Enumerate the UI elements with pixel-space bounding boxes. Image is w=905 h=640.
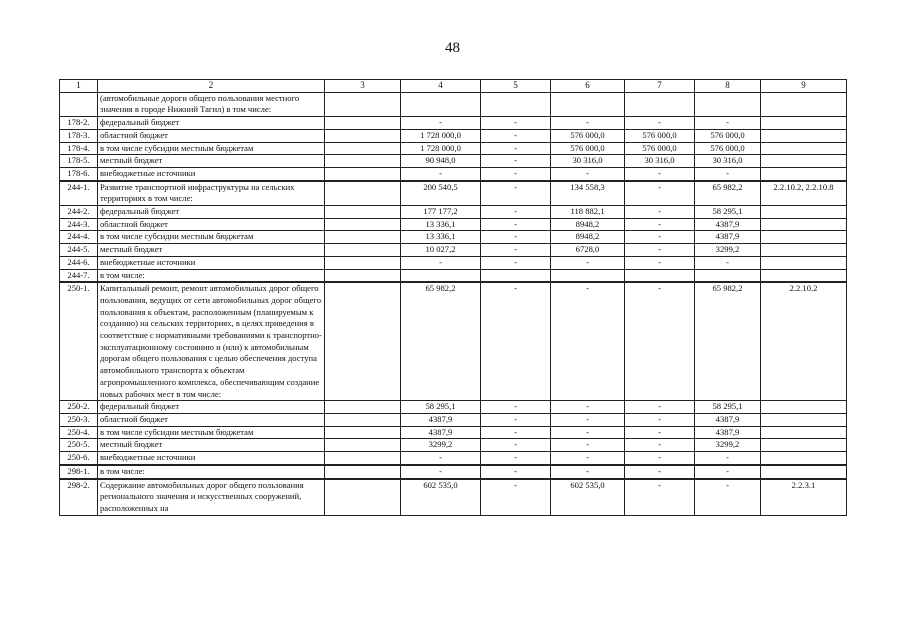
column-7-cell: - [625,401,695,414]
table-row [60,452,847,465]
column-7-cell: - [625,452,695,465]
column-6-cell: - [551,413,625,426]
column-3-cell [325,117,401,130]
description-cell: областной бюджет [98,218,325,231]
column-6-cell: - [551,439,625,452]
column-7-cell: - [625,218,695,231]
row-number-cell: 250-5. [60,439,98,452]
column-3-cell [325,244,401,257]
column-4-cell: 1 728 000,0 [401,142,481,155]
header-cell: 5 [481,80,551,93]
column-3-cell [325,231,401,244]
description-cell: в том числе субсидии местным бюджетам [98,142,325,155]
column-4-cell: 4387,9 [401,413,481,426]
column-8-cell: 576 000,0 [695,142,761,155]
column-8-cell: 4387,9 [695,413,761,426]
column-9-cell: 2.2.3.1 [761,479,847,516]
column-7-cell: - [625,413,695,426]
description-cell: федеральный бюджет [98,401,325,414]
table-row [60,117,847,130]
description-cell: внебюджетные источники [98,167,325,180]
column-9-cell [761,426,847,439]
description-cell: Развитие транспортной инфраструктуры на сельских территориях в том числе: [98,181,325,206]
column-4-cell: 10 027,2 [401,244,481,257]
table-row [60,167,847,180]
column-7-cell: - [625,167,695,180]
column-7-cell: - [625,256,695,269]
column-4-cell [401,92,481,116]
table-row [60,465,847,479]
header-cell: 6 [551,80,625,93]
column-6-cell: 118 882,1 [551,206,625,219]
table-row [60,256,847,269]
table-row [60,92,847,116]
column-4-cell: - [401,465,481,479]
row-number-cell: 244-3. [60,218,98,231]
page-number: 48 [445,40,460,56]
row-number-cell: 250-1. [60,282,98,401]
column-8-cell: 58 295,1 [695,206,761,219]
column-7-cell: 30 316,0 [625,155,695,168]
table-row [60,181,847,206]
column-4-cell: 13 336,1 [401,231,481,244]
column-6-cell: 134 558,3 [551,181,625,206]
column-5-cell: - [481,117,551,130]
column-9-cell [761,401,847,414]
column-3-cell [325,426,401,439]
row-number-cell: 250-2. [60,401,98,414]
column-6-cell [551,269,625,282]
column-3-cell [325,129,401,142]
description-cell: федеральный бюджет [98,206,325,219]
column-6-cell: - [551,167,625,180]
table-row [60,479,847,516]
row-number-cell: 250-4. [60,426,98,439]
row-number-cell: 178-3. [60,129,98,142]
column-7-cell: - [625,117,695,130]
column-8-cell: 3299,2 [695,439,761,452]
column-8-cell: 58 295,1 [695,401,761,414]
column-5-cell: - [481,155,551,168]
column-8-cell: - [695,167,761,180]
column-9-cell [761,117,847,130]
column-4-cell: 65 982,2 [401,282,481,401]
description-cell: в том числе: [98,269,325,282]
column-4-cell: 200 540,5 [401,181,481,206]
column-9-cell [761,231,847,244]
column-9-cell [761,167,847,180]
header-cell: 2 [98,80,325,93]
column-8-cell: 4387,9 [695,426,761,439]
column-3-cell [325,413,401,426]
row-number-cell: 178-4. [60,142,98,155]
row-number-cell: 244-6. [60,256,98,269]
column-3-cell [325,256,401,269]
column-8-cell: 576 000,0 [695,129,761,142]
column-5-cell: - [481,426,551,439]
column-7-cell: - [625,479,695,516]
column-4-cell: 4387,9 [401,426,481,439]
column-9-cell [761,465,847,479]
column-9-cell [761,92,847,116]
column-5-cell: - [481,413,551,426]
column-7-cell [625,269,695,282]
header-cell: 8 [695,80,761,93]
row-number-cell: 244-7. [60,269,98,282]
table-row [60,231,847,244]
column-4-cell: 90 948,0 [401,155,481,168]
column-5-cell: - [481,167,551,180]
column-6-cell: - [551,256,625,269]
column-8-cell [695,269,761,282]
column-3-cell [325,479,401,516]
description-cell: Содержание автомобильных дорог общего пользования регионального значения и искусственных сооружений, расположенных на [98,479,325,516]
column-8-cell: 4387,9 [695,231,761,244]
column-5-cell: - [481,218,551,231]
table-row [60,401,847,414]
column-3-cell [325,218,401,231]
table-row [60,155,847,168]
column-8-cell: 3299,2 [695,244,761,257]
column-6-cell: 30 316,0 [551,155,625,168]
column-9-cell [761,452,847,465]
column-3-cell [325,92,401,116]
column-7-cell: 576 000,0 [625,129,695,142]
row-number-cell: 250-6. [60,452,98,465]
column-9-cell [761,218,847,231]
column-3-cell [325,452,401,465]
header-cell: 7 [625,80,695,93]
column-4-cell: 58 295,1 [401,401,481,414]
column-3-cell [325,401,401,414]
column-3-cell [325,167,401,180]
column-9-cell [761,244,847,257]
column-9-cell [761,256,847,269]
row-number-cell: 244-5. [60,244,98,257]
column-5-cell: - [481,479,551,516]
table-header-row [60,80,847,93]
column-7-cell: - [625,465,695,479]
column-6-cell: - [551,117,625,130]
column-6-cell: 602 535,0 [551,479,625,516]
column-4-cell: - [401,452,481,465]
table-row [60,218,847,231]
column-5-cell: - [481,244,551,257]
row-number-cell: 244-4. [60,231,98,244]
description-cell: Капитальный ремонт, ремонт автомобильных дорог общего пользования, ведущих от сети автомобильных дорог общего пользования к объектам, расположенным (планируемым к созданию) на сельских территориях, в целях приведения в соответствие с нормативными требованиями к транспортно-эксплуатационному состоянию и (или) к автомобильным дорогам общего пользования с целью обеспечения доступа автомобильного транспорта к объектам агропромышленного комплекса, обеспечивающим создание новых рабочих мест в том числе: [98,282,325,401]
column-7-cell: - [625,231,695,244]
column-9-cell: 2.2.10.2, 2.2.10.8 [761,181,847,206]
column-4-cell: 1 728 000,0 [401,129,481,142]
table-row [60,439,847,452]
column-3-cell [325,269,401,282]
row-number-cell: 244-2. [60,206,98,219]
column-4-cell: - [401,167,481,180]
column-7-cell: - [625,206,695,219]
description-cell: внебюджетные источники [98,256,325,269]
description-cell: местный бюджет [98,439,325,452]
column-9-cell [761,413,847,426]
description-cell: внебюджетные источники [98,452,325,465]
table-row [60,129,847,142]
column-4-cell: 3299,2 [401,439,481,452]
description-cell: (автомобильные дороги общего пользования местного значения в городе Нижний Тагил) в том числе: [98,92,325,116]
row-number-cell: 298-2. [60,479,98,516]
row-number-cell: 298-1. [60,465,98,479]
column-3-cell [325,439,401,452]
column-8-cell [695,92,761,116]
column-3-cell [325,465,401,479]
row-number-cell: 178-5. [60,155,98,168]
description-cell: в том числе субсидии местным бюджетам [98,426,325,439]
table-row [60,269,847,282]
column-8-cell: 30 316,0 [695,155,761,168]
table-row [60,282,847,401]
table-row [60,413,847,426]
column-6-cell: - [551,282,625,401]
column-7-cell: - [625,426,695,439]
column-5-cell: - [481,129,551,142]
column-3-cell [325,282,401,401]
column-6-cell: 8948,2 [551,231,625,244]
column-3-cell [325,155,401,168]
header-cell: 9 [761,80,847,93]
row-number-cell [60,92,98,116]
row-number-cell: 250-3. [60,413,98,426]
column-8-cell: 65 982,2 [695,282,761,401]
column-4-cell [401,269,481,282]
column-4-cell: 13 336,1 [401,218,481,231]
column-5-cell: - [481,439,551,452]
column-5-cell: - [481,231,551,244]
column-3-cell [325,181,401,206]
header-cell: 4 [401,80,481,93]
column-5-cell: - [481,452,551,465]
column-6-cell: 576 000,0 [551,129,625,142]
column-5-cell: - [481,282,551,401]
column-3-cell [325,142,401,155]
column-6-cell: - [551,426,625,439]
column-5-cell: - [481,256,551,269]
header-cell: 3 [325,80,401,93]
column-9-cell: 2.2.10.2 [761,282,847,401]
column-6-cell: - [551,401,625,414]
description-cell: областной бюджет [98,413,325,426]
description-cell: в том числе: [98,465,325,479]
column-5-cell: - [481,181,551,206]
column-8-cell: - [695,465,761,479]
table-row [60,142,847,155]
column-7-cell: - [625,181,695,206]
column-7-cell [625,92,695,116]
column-5-cell [481,269,551,282]
column-9-cell [761,439,847,452]
column-9-cell [761,269,847,282]
column-6-cell [551,92,625,116]
description-cell: федеральный бюджет [98,117,325,130]
row-number-cell: 178-6. [60,167,98,180]
column-6-cell: 576 000,0 [551,142,625,155]
description-cell: местный бюджет [98,244,325,257]
column-4-cell: - [401,117,481,130]
row-number-cell: 244-1. [60,181,98,206]
column-3-cell [325,206,401,219]
column-4-cell: - [401,256,481,269]
column-8-cell: - [695,256,761,269]
description-cell: в том числе субсидии местным бюджетам [98,231,325,244]
column-5-cell: - [481,142,551,155]
column-4-cell: 177 177,2 [401,206,481,219]
column-9-cell [761,142,847,155]
column-5-cell: - [481,206,551,219]
budget-table [59,79,847,516]
row-number-cell: 178-2. [60,117,98,130]
column-8-cell: - [695,117,761,130]
column-8-cell: - [695,479,761,516]
table-row [60,244,847,257]
column-9-cell [761,155,847,168]
column-8-cell: 65 982,2 [695,181,761,206]
table-row [60,206,847,219]
column-7-cell: - [625,244,695,257]
column-5-cell: - [481,465,551,479]
column-6-cell: - [551,465,625,479]
column-8-cell: - [695,452,761,465]
column-6-cell: 8948,2 [551,218,625,231]
column-5-cell: - [481,401,551,414]
column-8-cell: 4387,9 [695,218,761,231]
column-4-cell: 602 535,0 [401,479,481,516]
table-row [60,426,847,439]
column-7-cell: - [625,439,695,452]
column-7-cell: 576 000,0 [625,142,695,155]
column-6-cell: - [551,452,625,465]
column-9-cell [761,206,847,219]
column-6-cell: 6728,0 [551,244,625,257]
description-cell: областной бюджет [98,129,325,142]
column-7-cell: - [625,282,695,401]
description-cell: местный бюджет [98,155,325,168]
column-5-cell [481,92,551,116]
header-cell: 1 [60,80,98,93]
column-9-cell [761,129,847,142]
